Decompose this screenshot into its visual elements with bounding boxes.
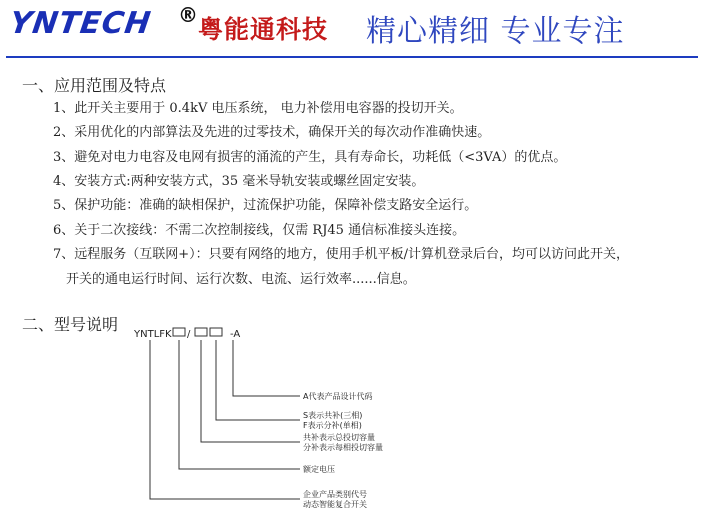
- feature-item-5: 5、保护功能：准确的缺相保护，过流保护功能，保障补偿支路安全运行。: [53, 198, 478, 213]
- feature-item-1: 1、此开关主要用于 0.4kV 电压系统， 电力补偿用电容器的投切开关。: [53, 101, 463, 116]
- feature-item-7-continued: 开关的通电运行时间、运行次数、电流、运行效率......信息。: [66, 272, 416, 287]
- leader-type: [216, 340, 300, 420]
- model-box-capacity: [195, 328, 207, 336]
- feature-item-3: 3、避免对电力电容及电网有损害的涌流的产生，具有寿命长，功耗低（<3VA）的优点。: [53, 150, 567, 165]
- model-prefix: YNTLFK: [134, 329, 172, 340]
- leader-voltage: [179, 340, 300, 469]
- registered-mark: ®: [178, 3, 198, 27]
- feature-item-2: 2、采用优化的内部算法及先进的过零技术，确保开关的每次动作准确快速。: [53, 125, 491, 140]
- label-total-capacity: 共补表示总投切容量: [303, 433, 375, 442]
- label-three-phase: S表示共补(三相): [303, 411, 363, 420]
- model-separator: /: [187, 329, 191, 340]
- label-single-phase: F表示分补(单相): [303, 421, 362, 430]
- label-composite-switch: 动态智能复合开关: [303, 500, 367, 509]
- model-box-type: [210, 328, 222, 336]
- feature-item-7: 7、远程服务（互联网+）：只要有网络的地方，使用手机平板/计算机登录后台，均可以访问此开关，: [53, 247, 630, 262]
- feature-item-6: 6、关于二次接线：不需二次控制接线，仅需 RJ45 通信标准接头连接。: [53, 223, 466, 238]
- label-design-code: A代表产品设计代码: [303, 392, 373, 401]
- feature-item-4: 4、安装方式:两种安装方式，35 毫米导轨安装或螺丝固定安装。: [53, 174, 425, 189]
- model-box-voltage: [173, 328, 185, 336]
- brand-logo: YNTECH: [7, 6, 154, 41]
- slogan: 精心精细 专业专注: [366, 14, 625, 49]
- label-rated-voltage: 额定电压: [303, 465, 335, 474]
- section-title-model: 二、型号说明: [22, 315, 119, 334]
- leader-design-code: [233, 340, 300, 396]
- model-suffix: -A: [230, 329, 241, 340]
- label-product-category: 企业产品类别代号: [303, 490, 367, 499]
- company-name: 粤能通科技: [198, 15, 329, 44]
- label-phase-capacity: 分补表示每相投切容量: [303, 443, 383, 452]
- section-title-features: 一、应用范围及特点: [22, 76, 167, 95]
